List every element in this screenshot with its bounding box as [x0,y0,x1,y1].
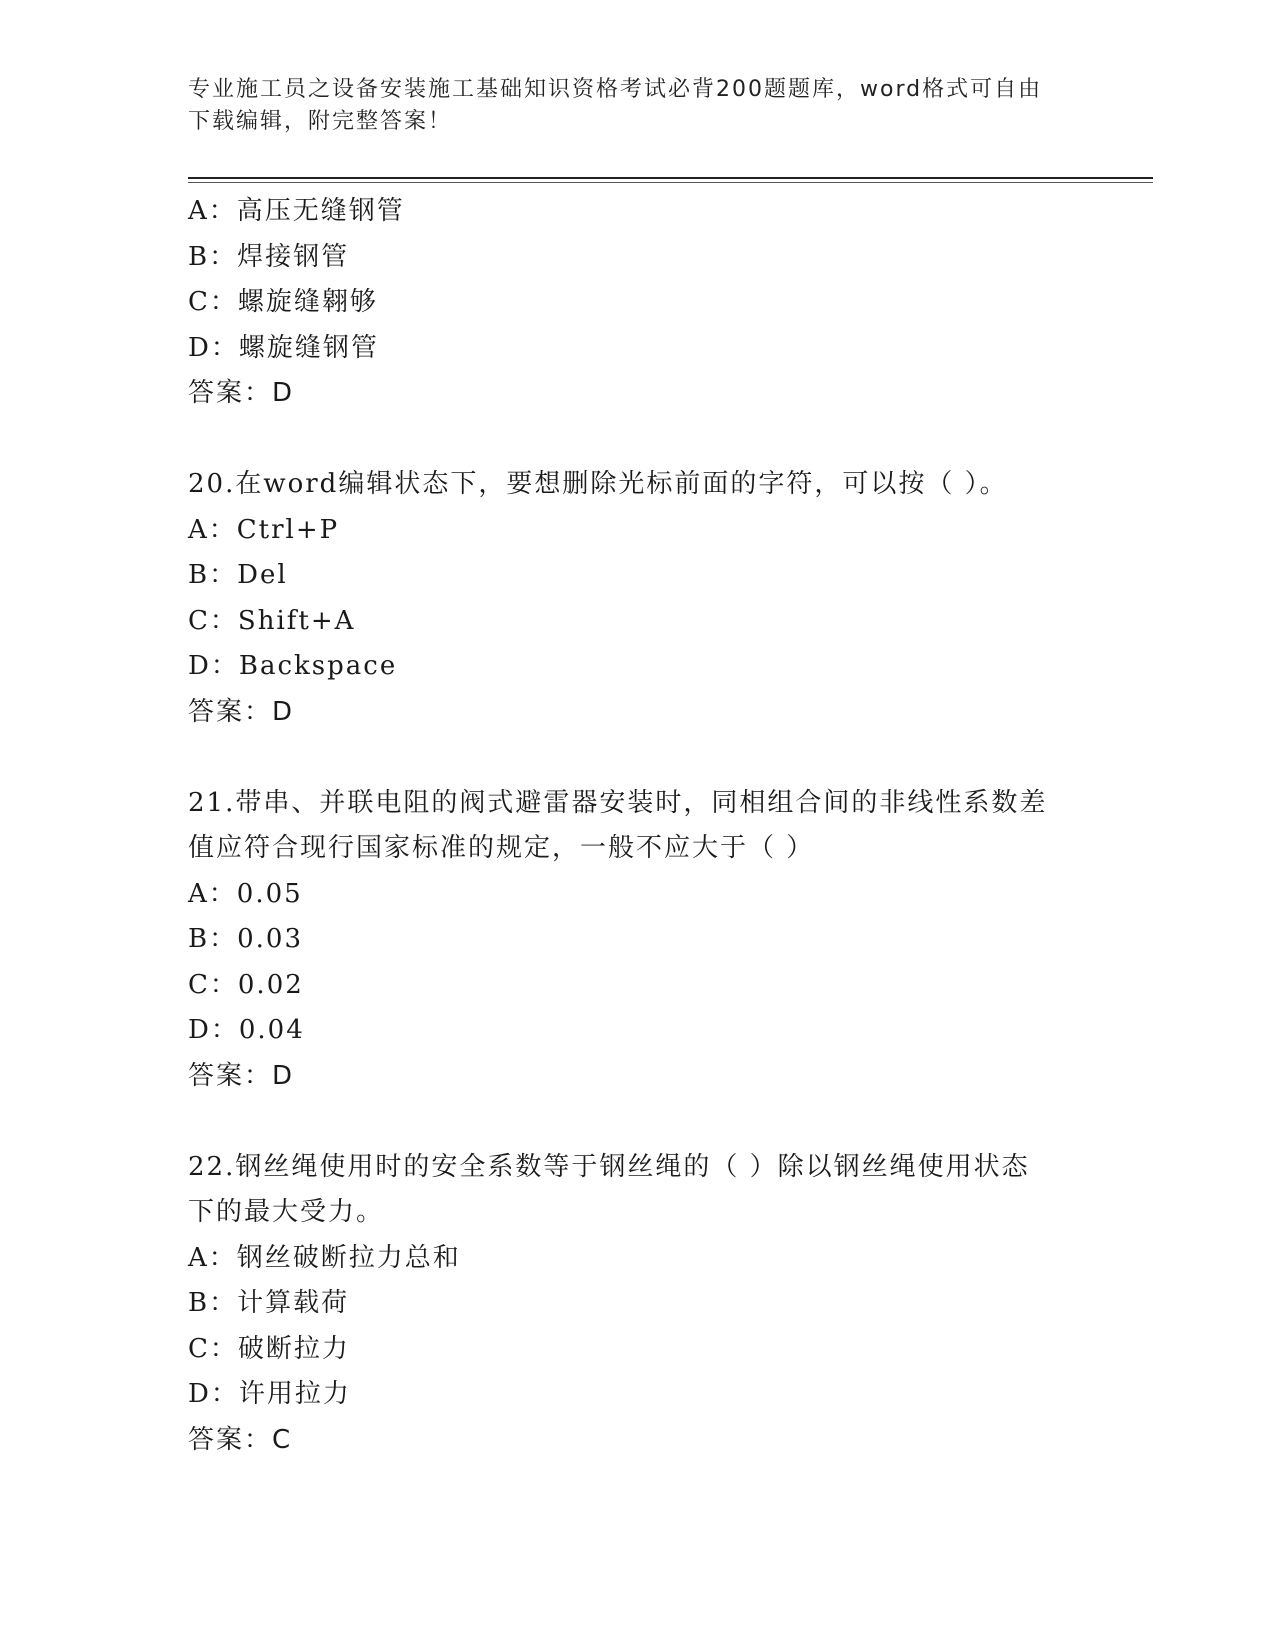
spacer [188,1099,1088,1145]
answer: 答案：C [188,1424,293,1455]
document-header [188,74,1088,138]
option-b: B：0.03 [188,924,303,954]
option-c: C：Shift+A [188,605,356,636]
option-d: D：许用拉力 [188,1379,351,1409]
question-text-line-2: 值应符合现行国家标准的规定，一般不应大于（ ） [188,833,815,863]
option-c: C：破断拉力 [188,1333,350,1364]
option-a: A：Ctrl+P [188,514,340,545]
spacer [188,735,1088,781]
answer: 答案：D [188,696,295,727]
question-22 [188,1145,1088,1464]
option-a: A：0.05 [188,878,303,909]
option-c: C：螺旋缝翱够 [188,287,378,317]
option-d: D：螺旋缝钢管 [188,332,379,363]
option-a: A：钢丝破断拉力总和 [188,1242,461,1273]
question-text-line-1: 22.钢丝绳使用时的安全系数等于钢丝绳的（ ）除以钢丝绳使用状态 [188,1151,1030,1182]
question-20 [188,462,1088,735]
question-text-line-2: 下的最大受力。 [188,1197,385,1227]
option-d: D：0.04 [188,1015,305,1045]
option-b: B：焊接钢管 [188,241,350,272]
option-b: B：Del [188,560,288,590]
question-21 [188,781,1088,1100]
question-19 [188,189,1088,417]
spacer [188,417,1088,463]
question-text-line-1: 21.带串、并联电阻的阀式避雷器安装时，同相组合间的非线性系数差 [188,787,1048,818]
header-line-1: 专业施工员之设备安装施工基础知识资格考试必背200题题库，word格式可自由 [188,77,1043,102]
option-c: C：0.02 [188,969,304,1000]
option-d: D：Backspace [188,651,398,681]
answer: 答案：D [188,378,295,408]
option-b: B：计算载荷 [188,1288,350,1318]
header-divider-thin [188,182,1153,183]
question-text: 20.在word编辑状态下，要想删除光标前面的字符，可以按（ ）。 [188,469,1008,499]
header-line-2: 下载编辑，附完整答案！ [188,109,453,134]
option-a: A：高压无缝钢管 [188,196,405,226]
answer: 答案：D [188,1060,295,1091]
question-list [188,189,1088,1463]
header-divider [188,177,1153,179]
